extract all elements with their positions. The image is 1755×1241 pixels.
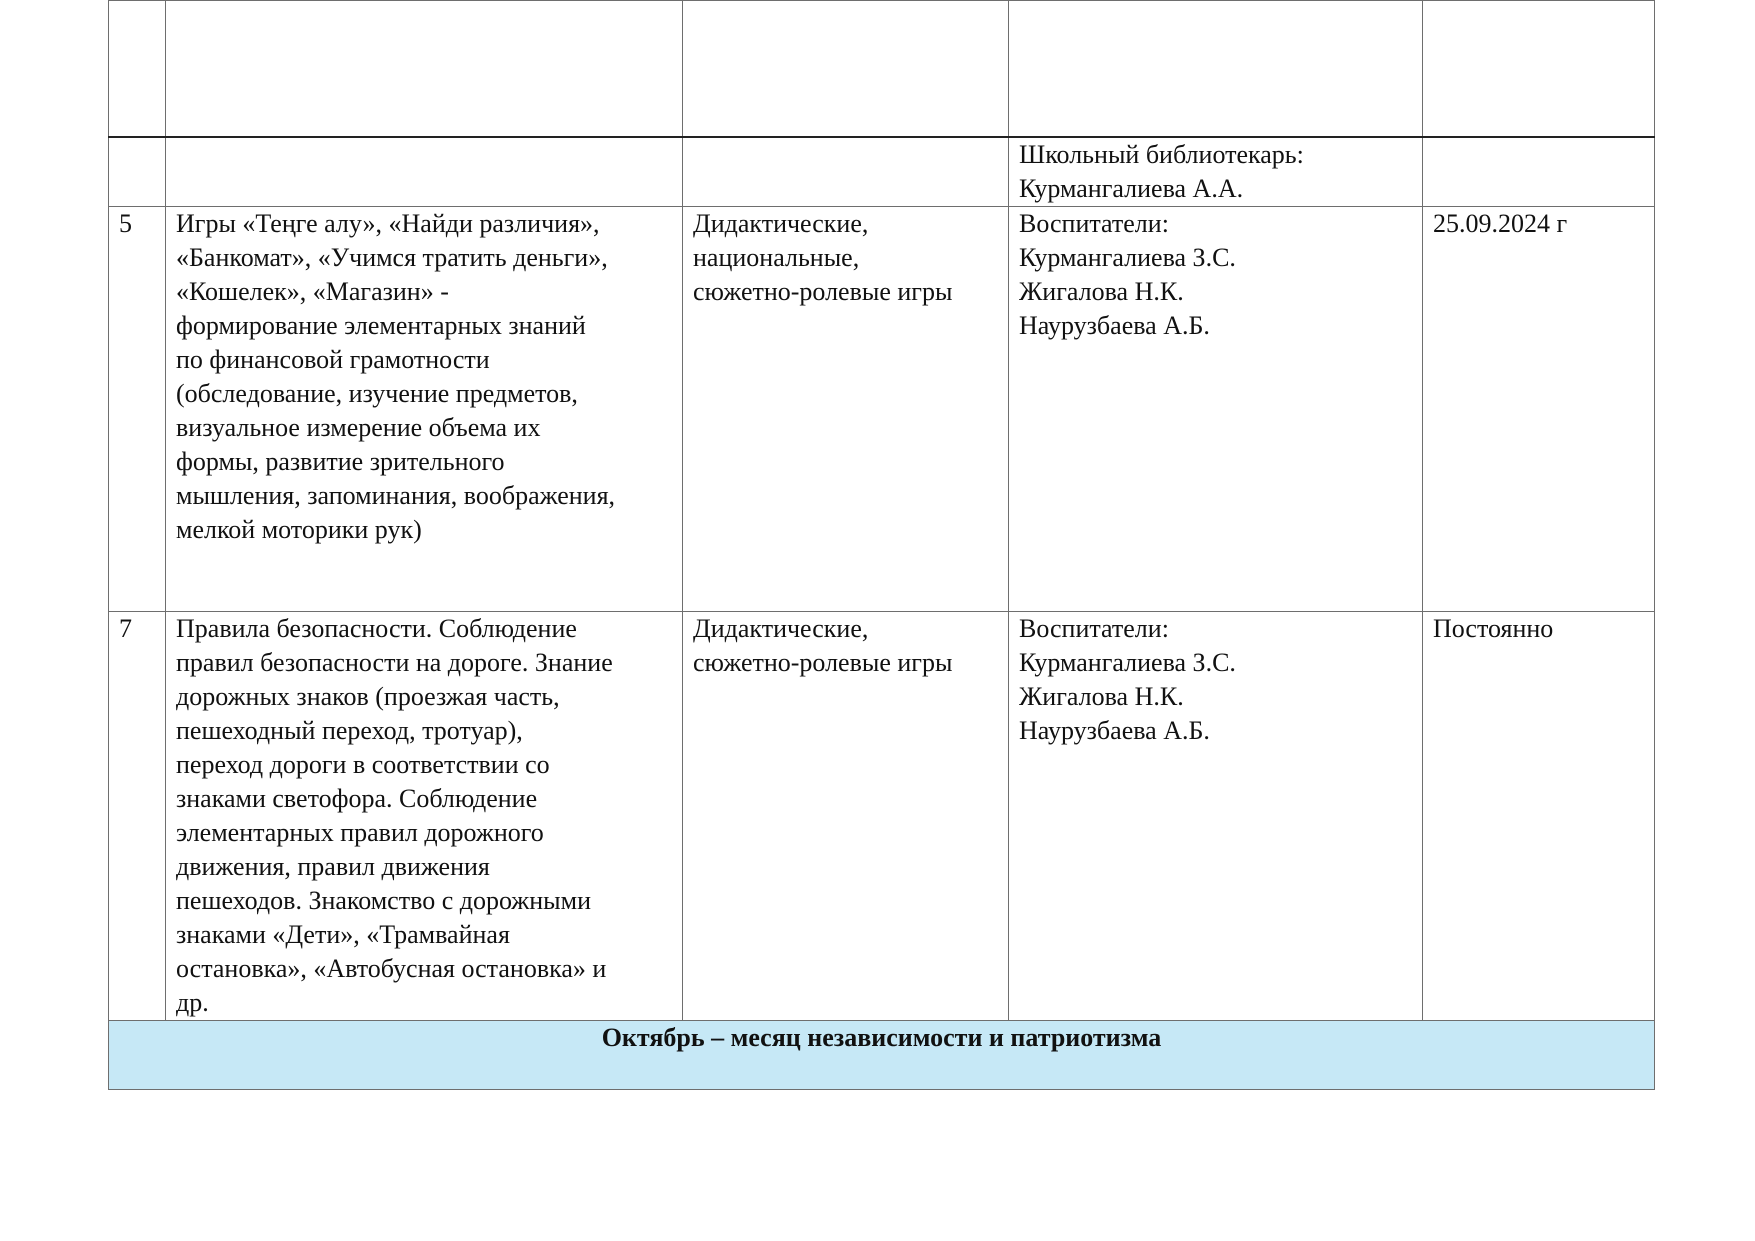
table-row-empty (109, 1, 1655, 137)
table-row-librarian (109, 137, 1655, 207)
content-line: элементарных правил дорожного (176, 817, 544, 847)
section-header-row (109, 1020, 1655, 1089)
content-line: визуальное измерение объема их (176, 412, 541, 442)
cell-responsible (1009, 206, 1423, 611)
cell-form (683, 137, 1009, 207)
responsible-line: Наурузбаева А.Б. (1019, 715, 1210, 745)
content-line: знаками «Дети», «Трамвайная (176, 919, 510, 949)
responsible-line: Воспитатели: (1019, 208, 1169, 238)
form-line: сюжетно-ролевые игры (693, 647, 953, 677)
form-line: национальные, (693, 242, 860, 272)
cell-content (166, 206, 683, 611)
cell-content (166, 611, 683, 1020)
content-line: правил безопасности на дороге. Знание (176, 647, 613, 677)
content-line: мышления, запоминания, воображения, (176, 480, 616, 510)
cell-form (683, 1, 1009, 137)
responsible-line: Жигалова Н.К. (1019, 276, 1184, 306)
responsible-line: Школьный библиотекарь: (1019, 139, 1304, 169)
section-header: Октябрь – месяц независимости и патриотизма (109, 1020, 1655, 1089)
content-line: (обследование, изучение предметов, (176, 378, 578, 408)
content-line: движения, правил движения (176, 851, 490, 881)
cell-form (683, 611, 1009, 1020)
content-line: «Кошелек», «Магазин» - (176, 276, 449, 306)
content-line: Правила безопасности. Соблюдение (176, 613, 577, 643)
content-line: формирование элементарных знаний (176, 310, 586, 340)
cell-date: 25.09.2024 г (1423, 206, 1655, 611)
plan-table (108, 0, 1655, 1090)
responsible-line: Курмангалиева А.А. (1019, 173, 1244, 203)
cell-responsible (1009, 137, 1423, 207)
responsible-line: Курмангалиева З.С. (1019, 242, 1236, 272)
cell-content (166, 137, 683, 207)
responsible-line: Воспитатели: (1019, 613, 1169, 643)
cell-form (683, 206, 1009, 611)
cell-date (1423, 137, 1655, 207)
cell-responsible (1009, 1, 1423, 137)
content-line: знаками светофора. Соблюдение (176, 783, 538, 813)
cell-date (1423, 1, 1655, 137)
content-line: др. (176, 987, 209, 1017)
content-line: остановка», «Автобусная остановка» и (176, 953, 607, 983)
content-line: формы, развитие зрительного (176, 446, 505, 476)
form-line: Дидактические, (693, 613, 869, 643)
form-line: сюжетно-ролевые игры (693, 276, 953, 306)
cell-number (109, 137, 166, 207)
content-line: «Банкомат», «Учимся тратить деньги», (176, 242, 608, 272)
cell-content (166, 1, 683, 137)
content-line: пешеходов. Знакомство с дорожными (176, 885, 592, 915)
content-line: мелкой моторики рук) (176, 514, 422, 544)
responsible-line: Наурузбаева А.Б. (1019, 310, 1210, 340)
responsible-line: Курмангалиева З.С. (1019, 647, 1236, 677)
content-line: дорожных знаков (проезжая часть, (176, 681, 560, 711)
content-line: по финансовой грамотности (176, 344, 490, 374)
cell-responsible (1009, 611, 1423, 1020)
form-line: Дидактические, (693, 208, 869, 238)
cell-date: Постоянно (1423, 611, 1655, 1020)
responsible-line: Жигалова Н.К. (1019, 681, 1184, 711)
cell-number (109, 1, 166, 137)
content-line: пешеходный переход, тротуар), (176, 715, 523, 745)
table-row-5 (109, 206, 1655, 611)
cell-number: 7 (109, 611, 166, 1020)
content-line: переход дороги в соответствии со (176, 749, 550, 779)
cell-number: 5 (109, 206, 166, 611)
content-line: Игры «Теңге алу», «Найди различия», (176, 208, 600, 238)
table-row-7 (109, 611, 1655, 1020)
